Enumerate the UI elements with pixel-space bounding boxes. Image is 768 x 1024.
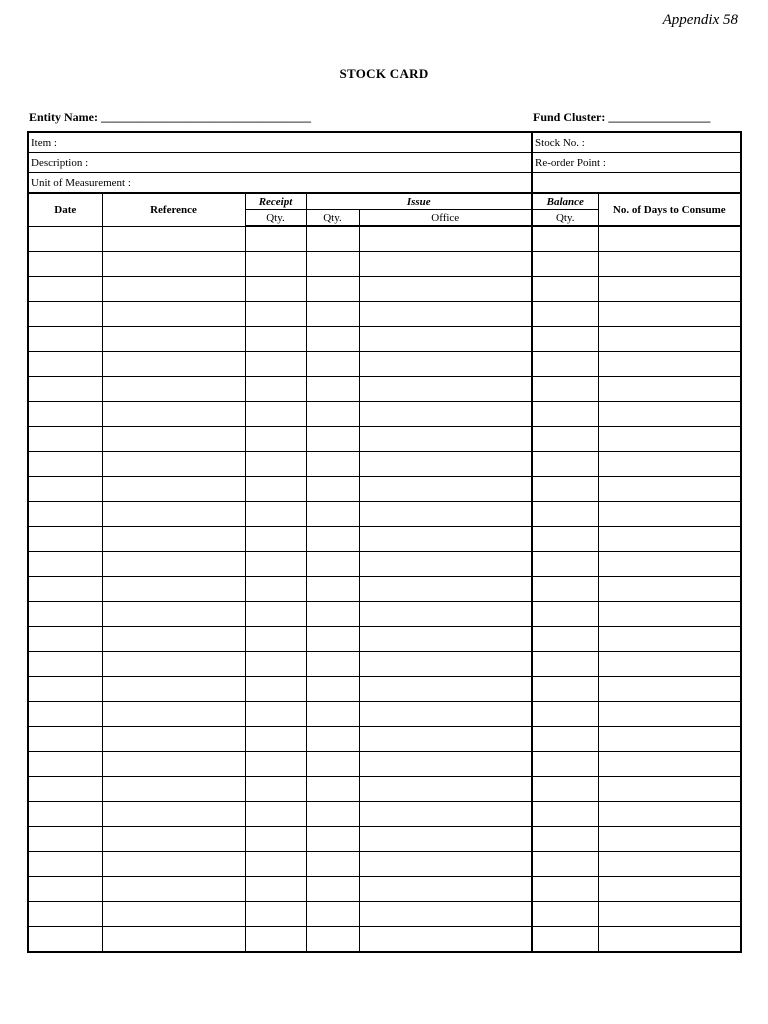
cell-balance-qty[interactable] <box>532 752 598 777</box>
cell-balance-qty[interactable] <box>532 327 598 352</box>
cell-issue-office[interactable] <box>359 226 532 252</box>
cell-date[interactable] <box>28 802 102 827</box>
cell-date[interactable] <box>28 302 102 327</box>
cell-issue-office[interactable] <box>359 452 532 477</box>
table-row <box>28 602 741 627</box>
cell-date[interactable] <box>28 327 102 352</box>
cell-days[interactable] <box>598 527 741 552</box>
cell-issue-office[interactable] <box>359 602 532 627</box>
cell-receipt-qty[interactable] <box>245 652 306 677</box>
cell-date[interactable] <box>28 477 102 502</box>
cell-balance-qty[interactable] <box>532 902 598 927</box>
cell-reference[interactable] <box>102 727 245 752</box>
cell-reference[interactable] <box>102 702 245 727</box>
header-issue-office: Office <box>359 210 532 227</box>
cell-receipt-qty[interactable] <box>245 577 306 602</box>
cell-balance-qty[interactable] <box>532 252 598 277</box>
cell-days[interactable] <box>598 902 741 927</box>
header-balance-qty: Qty. <box>532 210 598 227</box>
stock-no-field[interactable]: Stock No. : <box>532 132 741 153</box>
table-row <box>28 652 741 677</box>
header-balance: Balance <box>532 193 598 210</box>
cell-issue-office[interactable] <box>359 727 532 752</box>
cell-receipt-qty[interactable] <box>245 552 306 577</box>
cell-issue-office[interactable] <box>359 577 532 602</box>
header-issue: Issue <box>306 193 532 210</box>
cell-issue-office[interactable] <box>359 802 532 827</box>
cell-issue-office[interactable] <box>359 877 532 902</box>
cell-reference[interactable] <box>102 577 245 602</box>
info-row-item <box>28 132 741 153</box>
cell-days[interactable] <box>598 402 741 427</box>
cell-receipt-qty[interactable] <box>245 602 306 627</box>
cell-issue-office[interactable] <box>359 352 532 377</box>
cell-issue-qty[interactable] <box>306 277 359 302</box>
cell-balance-qty[interactable] <box>532 927 598 953</box>
cell-reference[interactable] <box>102 252 245 277</box>
cell-balance-qty[interactable] <box>532 502 598 527</box>
cell-issue-qty[interactable] <box>306 827 359 852</box>
description-field[interactable]: Description : <box>28 153 532 173</box>
cell-balance-qty[interactable] <box>532 477 598 502</box>
cell-days[interactable] <box>598 552 741 577</box>
entity-name-field[interactable] <box>29 110 311 125</box>
table-row <box>28 502 741 527</box>
cell-issue-qty[interactable] <box>306 402 359 427</box>
cell-receipt-qty[interactable] <box>245 727 306 752</box>
cell-balance-qty[interactable] <box>532 377 598 402</box>
cell-issue-office[interactable] <box>359 752 532 777</box>
cell-issue-qty[interactable] <box>306 927 359 953</box>
cell-balance-qty[interactable] <box>532 302 598 327</box>
cell-reference[interactable] <box>102 752 245 777</box>
cell-days[interactable] <box>598 302 741 327</box>
cell-date[interactable] <box>28 377 102 402</box>
table-row <box>28 627 741 652</box>
table-row <box>28 452 741 477</box>
cell-reference[interactable] <box>102 427 245 452</box>
header-date: Date <box>28 193 102 226</box>
entity-name-blank: ___________________________________ <box>101 110 311 124</box>
cell-receipt-qty[interactable] <box>245 777 306 802</box>
cell-receipt-qty[interactable] <box>245 827 306 852</box>
cell-reference[interactable] <box>102 827 245 852</box>
table-row <box>28 327 741 352</box>
cell-issue-qty[interactable] <box>306 477 359 502</box>
cell-receipt-qty[interactable] <box>245 902 306 927</box>
cell-date[interactable] <box>28 902 102 927</box>
cell-days[interactable] <box>598 927 741 953</box>
cell-date[interactable] <box>28 427 102 452</box>
cell-reference[interactable] <box>102 327 245 352</box>
cell-issue-office[interactable] <box>359 502 532 527</box>
cell-reference[interactable] <box>102 552 245 577</box>
cell-date[interactable] <box>28 677 102 702</box>
cell-issue-qty[interactable] <box>306 302 359 327</box>
unit-blank-cell[interactable] <box>532 173 741 194</box>
cell-date[interactable] <box>28 702 102 727</box>
cell-balance-qty[interactable] <box>532 877 598 902</box>
cell-reference[interactable] <box>102 627 245 652</box>
cell-issue-qty[interactable] <box>306 427 359 452</box>
cell-days[interactable] <box>598 377 741 402</box>
cell-reference[interactable] <box>102 852 245 877</box>
table-row <box>28 802 741 827</box>
cell-issue-qty[interactable] <box>306 527 359 552</box>
table-row <box>28 377 741 402</box>
cell-balance-qty[interactable] <box>532 852 598 877</box>
appendix-label: Appendix 58 <box>662 12 738 28</box>
cell-balance-qty[interactable] <box>532 627 598 652</box>
cell-reference[interactable] <box>102 802 245 827</box>
cell-receipt-qty[interactable] <box>245 527 306 552</box>
cell-days[interactable] <box>598 452 741 477</box>
cell-balance-qty[interactable] <box>532 577 598 602</box>
header-receipt-qty: Qty. <box>245 210 306 227</box>
header-days-to-consume: No. of Days to Consume <box>598 193 741 226</box>
cell-issue-office[interactable] <box>359 852 532 877</box>
table-row <box>28 752 741 777</box>
cell-date[interactable] <box>28 502 102 527</box>
cell-balance-qty[interactable] <box>532 402 598 427</box>
cell-balance-qty[interactable] <box>532 552 598 577</box>
cell-days[interactable] <box>598 827 741 852</box>
cell-reference[interactable] <box>102 527 245 552</box>
cell-receipt-qty[interactable] <box>245 427 306 452</box>
cell-receipt-qty[interactable] <box>245 226 306 252</box>
cell-receipt-qty[interactable] <box>245 277 306 302</box>
cell-issue-qty[interactable] <box>306 777 359 802</box>
info-row-unit <box>28 173 741 194</box>
cell-receipt-qty[interactable] <box>245 502 306 527</box>
cell-reference[interactable] <box>102 377 245 402</box>
cell-date[interactable] <box>28 452 102 477</box>
cell-issue-office[interactable] <box>359 677 532 702</box>
fund-cluster-field[interactable] <box>533 110 710 125</box>
cell-days[interactable] <box>598 477 741 502</box>
cell-days[interactable] <box>598 877 741 902</box>
cell-issue-office[interactable] <box>359 477 532 502</box>
table-row <box>28 252 741 277</box>
cell-issue-office[interactable] <box>359 402 532 427</box>
table-row <box>28 427 741 452</box>
cell-issue-office[interactable] <box>359 252 532 277</box>
cell-days[interactable] <box>598 852 741 877</box>
cell-issue-office[interactable] <box>359 902 532 927</box>
cell-days[interactable] <box>598 802 741 827</box>
cell-reference[interactable] <box>102 352 245 377</box>
cell-issue-office[interactable] <box>359 827 532 852</box>
cell-date[interactable] <box>28 252 102 277</box>
cell-date[interactable] <box>28 852 102 877</box>
cell-date[interactable] <box>28 226 102 252</box>
fund-cluster-label: Fund Cluster: <box>533 110 606 124</box>
table-row <box>28 702 741 727</box>
cell-issue-qty[interactable] <box>306 677 359 702</box>
cell-balance-qty[interactable] <box>532 702 598 727</box>
cell-receipt-qty[interactable] <box>245 802 306 827</box>
cell-balance-qty[interactable] <box>532 802 598 827</box>
cell-date[interactable] <box>28 352 102 377</box>
table-row <box>28 677 741 702</box>
item-field[interactable]: Item : <box>28 132 532 153</box>
header-reference: Reference <box>102 193 245 226</box>
cell-reference[interactable] <box>102 877 245 902</box>
cell-receipt-qty[interactable] <box>245 302 306 327</box>
cell-issue-office[interactable] <box>359 652 532 677</box>
cell-reference[interactable] <box>102 452 245 477</box>
cell-issue-qty[interactable] <box>306 627 359 652</box>
cell-days[interactable] <box>598 777 741 802</box>
cell-issue-office[interactable] <box>359 702 532 727</box>
cell-issue-qty[interactable] <box>306 502 359 527</box>
cell-issue-office[interactable] <box>359 777 532 802</box>
cell-issue-qty[interactable] <box>306 752 359 777</box>
cell-balance-qty[interactable] <box>532 602 598 627</box>
table-row <box>28 777 741 802</box>
cell-days[interactable] <box>598 752 741 777</box>
cell-date[interactable] <box>28 402 102 427</box>
cell-balance-qty[interactable] <box>532 777 598 802</box>
cell-issue-office[interactable] <box>359 302 532 327</box>
cell-receipt-qty[interactable] <box>245 477 306 502</box>
cell-date[interactable] <box>28 627 102 652</box>
cell-reference[interactable] <box>102 927 245 953</box>
cell-days[interactable] <box>598 226 741 252</box>
table-row <box>28 577 741 602</box>
table-row <box>28 352 741 377</box>
cell-issue-qty[interactable] <box>306 252 359 277</box>
cell-issue-office[interactable] <box>359 527 532 552</box>
cell-receipt-qty[interactable] <box>245 677 306 702</box>
cell-balance-qty[interactable] <box>532 827 598 852</box>
cell-reference[interactable] <box>102 502 245 527</box>
cell-reference[interactable] <box>102 302 245 327</box>
table-row <box>28 902 741 927</box>
table-row <box>28 852 741 877</box>
entity-name-label: Entity Name: <box>29 110 98 124</box>
cell-days[interactable] <box>598 327 741 352</box>
cell-issue-qty[interactable] <box>306 577 359 602</box>
cell-date[interactable] <box>28 827 102 852</box>
table-row <box>28 827 741 852</box>
cell-receipt-qty[interactable] <box>245 452 306 477</box>
cell-receipt-qty[interactable] <box>245 752 306 777</box>
cell-receipt-qty[interactable] <box>245 377 306 402</box>
cell-receipt-qty[interactable] <box>245 702 306 727</box>
table-row <box>28 277 741 302</box>
cell-balance-qty[interactable] <box>532 352 598 377</box>
cell-balance-qty[interactable] <box>532 277 598 302</box>
cell-issue-office[interactable] <box>359 327 532 352</box>
cell-reference[interactable] <box>102 902 245 927</box>
cell-days[interactable] <box>598 577 741 602</box>
cell-balance-qty[interactable] <box>532 427 598 452</box>
cell-receipt-qty[interactable] <box>245 852 306 877</box>
cell-issue-qty[interactable] <box>306 877 359 902</box>
cell-days[interactable] <box>598 652 741 677</box>
cell-issue-office[interactable] <box>359 277 532 302</box>
table-row <box>28 402 741 427</box>
cell-issue-qty[interactable] <box>306 327 359 352</box>
cell-days[interactable] <box>598 427 741 452</box>
cell-balance-qty[interactable] <box>532 727 598 752</box>
unit-of-measurement-field[interactable]: Unit of Measurement : <box>28 173 532 194</box>
cell-reference[interactable] <box>102 777 245 802</box>
cell-balance-qty[interactable] <box>532 452 598 477</box>
cell-issue-office[interactable] <box>359 427 532 452</box>
cell-date[interactable] <box>28 752 102 777</box>
cell-date[interactable] <box>28 602 102 627</box>
cell-days[interactable] <box>598 252 741 277</box>
cell-issue-qty[interactable] <box>306 852 359 877</box>
header-issue-qty: Qty. <box>306 210 359 227</box>
cell-balance-qty[interactable] <box>532 677 598 702</box>
cell-receipt-qty[interactable] <box>245 402 306 427</box>
cell-date[interactable] <box>28 277 102 302</box>
cell-days[interactable] <box>598 277 741 302</box>
table-row <box>28 727 741 752</box>
cell-receipt-qty[interactable] <box>245 352 306 377</box>
cell-date[interactable] <box>28 527 102 552</box>
cell-date[interactable] <box>28 927 102 953</box>
table-row <box>28 552 741 577</box>
cell-days[interactable] <box>598 352 741 377</box>
stock-card-table <box>27 131 742 953</box>
cell-reference[interactable] <box>102 477 245 502</box>
table-row <box>28 527 741 552</box>
column-header-row-1 <box>28 193 741 210</box>
page-title: STOCK CARD <box>339 66 429 81</box>
cell-receipt-qty[interactable] <box>245 252 306 277</box>
cell-issue-qty[interactable] <box>306 552 359 577</box>
cell-days[interactable] <box>598 702 741 727</box>
reorder-point-field[interactable]: Re-order Point : <box>532 153 741 173</box>
cell-receipt-qty[interactable] <box>245 627 306 652</box>
cell-date[interactable] <box>28 727 102 752</box>
cell-issue-office[interactable] <box>359 552 532 577</box>
cell-receipt-qty[interactable] <box>245 327 306 352</box>
cell-days[interactable] <box>598 502 741 527</box>
cell-date[interactable] <box>28 877 102 902</box>
cell-reference[interactable] <box>102 277 245 302</box>
cell-reference[interactable] <box>102 652 245 677</box>
cell-issue-office[interactable] <box>359 377 532 402</box>
table-row <box>28 477 741 502</box>
cell-days[interactable] <box>598 627 741 652</box>
cell-issue-qty[interactable] <box>306 727 359 752</box>
cell-issue-qty[interactable] <box>306 377 359 402</box>
cell-issue-office[interactable] <box>359 627 532 652</box>
cell-date[interactable] <box>28 652 102 677</box>
cell-days[interactable] <box>598 677 741 702</box>
cell-issue-qty[interactable] <box>306 452 359 477</box>
cell-issue-qty[interactable] <box>306 352 359 377</box>
cell-days[interactable] <box>598 727 741 752</box>
cell-issue-qty[interactable] <box>306 226 359 252</box>
cell-issue-qty[interactable] <box>306 602 359 627</box>
cell-balance-qty[interactable] <box>532 527 598 552</box>
cell-balance-qty[interactable] <box>532 226 598 252</box>
cell-date[interactable] <box>28 777 102 802</box>
table-row <box>28 927 741 953</box>
cell-receipt-qty[interactable] <box>245 927 306 953</box>
cell-reference[interactable] <box>102 677 245 702</box>
cell-reference[interactable] <box>102 602 245 627</box>
cell-date[interactable] <box>28 577 102 602</box>
cell-issue-office[interactable] <box>359 927 532 953</box>
cell-date[interactable] <box>28 552 102 577</box>
cell-receipt-qty[interactable] <box>245 877 306 902</box>
cell-issue-qty[interactable] <box>306 802 359 827</box>
cell-days[interactable] <box>598 602 741 627</box>
cell-issue-qty[interactable] <box>306 702 359 727</box>
table-row <box>28 877 741 902</box>
info-row-description <box>28 153 741 173</box>
fund-cluster-blank: _________________ <box>608 110 711 124</box>
cell-issue-qty[interactable] <box>306 902 359 927</box>
cell-balance-qty[interactable] <box>532 652 598 677</box>
cell-issue-qty[interactable] <box>306 652 359 677</box>
cell-reference[interactable] <box>102 226 245 252</box>
table-row <box>28 226 741 252</box>
header-receipt: Receipt <box>245 193 306 210</box>
table-row <box>28 302 741 327</box>
cell-reference[interactable] <box>102 402 245 427</box>
